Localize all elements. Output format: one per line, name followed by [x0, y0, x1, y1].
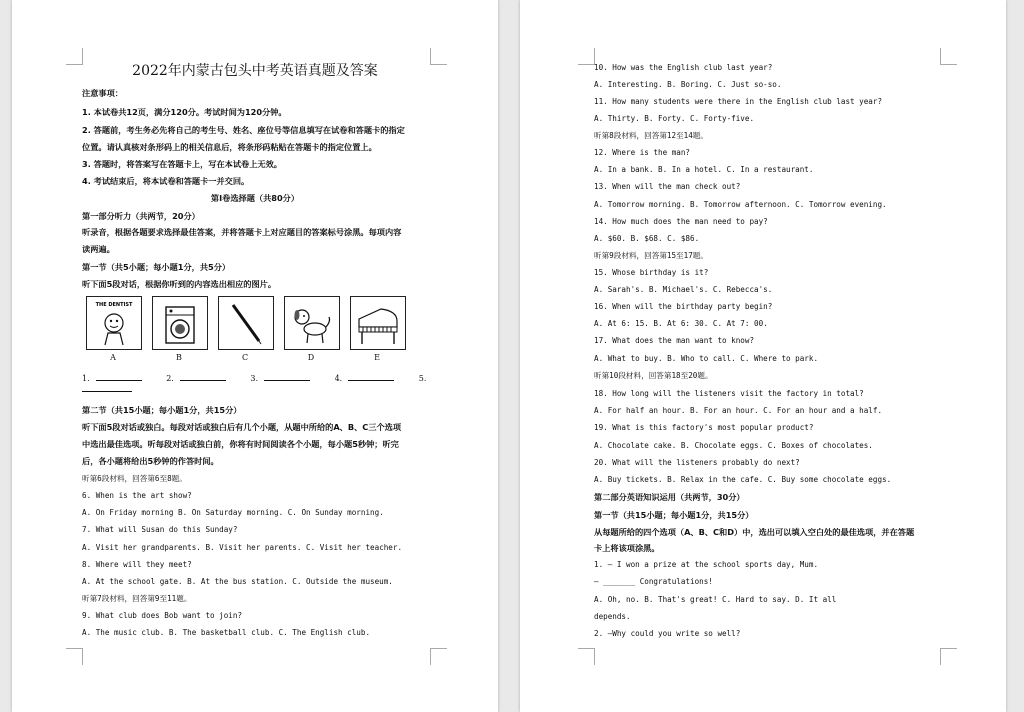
corner-mark — [940, 648, 957, 665]
question-line: 听第7段材料，回答第9至11题。 — [82, 594, 192, 603]
section2-heading: 第二节（共15小题；每小题1分，共15分） — [82, 405, 242, 415]
question-line: 6. When is the art show? — [82, 491, 192, 500]
pen-icon — [219, 297, 273, 349]
text-line: A. Buy tickets. B. Relax in the cafe. C. Buy some chocolate eggs. — [594, 475, 892, 484]
picture-b — [152, 296, 208, 350]
text-line: A. Chocolate cake. B. Chocolate eggs. C. Boxes of chocolates. — [594, 441, 873, 450]
text-line: 第一节（共15小题；每小题1分，共15分） — [594, 510, 754, 520]
dentist-icon — [87, 297, 141, 349]
corner-mark — [940, 48, 957, 65]
svg-text:THE DENTIST: THE DENTIST — [95, 302, 133, 308]
picture-label: A — [110, 353, 116, 362]
text-line: A. What to buy. B. Who to call. C. Where to park. — [594, 354, 819, 363]
note-line: 位置。请认真核对条形码上的相关信息后，将条形码粘贴在答题卡的指定位置上。 — [82, 142, 377, 152]
left-page — [12, 0, 498, 712]
text-line: A. For half an hour. B. For an hour. C. For an hour and a half. — [594, 406, 883, 415]
corner-mark — [578, 648, 595, 665]
text-line: 10. How was the English club last year? — [594, 63, 773, 72]
dog-icon — [285, 297, 339, 349]
text-line: A. In a bank. B. In a hotel. C. In a restaurant. — [594, 165, 814, 174]
text-line: 卡上将该项涂黑。 — [594, 543, 660, 553]
section1-heading: 第一节（共5小题；每小题1分，共5分） — [82, 262, 231, 272]
section1-instruction: 听下面5段对话，根据你听到的内容选出相应的图片。 — [82, 279, 277, 289]
document-title: 2022年内蒙古包头中考英语真题及答案 — [132, 63, 378, 79]
text-line: 17. What does the man want to know? — [594, 336, 755, 345]
text-line: 听第10段材料，回答第18至20题。 — [594, 371, 713, 380]
picture-label: B — [176, 353, 182, 362]
text-line: A. Thirty. B. Forty. C. Forty-five. — [594, 114, 755, 123]
picture-label: E — [374, 353, 380, 362]
option-line: A. The music club. B. The basketball club. C. The English club. — [82, 628, 371, 637]
text-line: 20. What will the listeners probably do next? — [594, 458, 800, 467]
right-page — [520, 0, 1006, 712]
corner-mark — [578, 48, 595, 65]
volume-heading: 第Ⅰ卷选择题（共80分） — [210, 193, 300, 203]
blank-number: 4. — [334, 374, 343, 383]
picture-label: D — [307, 353, 315, 362]
text-line: 15. Whose birthday is it? — [594, 268, 709, 277]
text-line: A. Sarah's. B. Michael's. C. Rebecca's. — [594, 285, 773, 294]
text-line: 听第9段材料，回答第15至17题。 — [594, 251, 708, 260]
answer-blanks — [82, 372, 426, 383]
picture-e — [350, 296, 406, 350]
text-line: 2. —Why could you write so well? — [594, 629, 741, 638]
note-line: 1. 本试卷共12页，满分120分。考试时间为120分钟。 — [82, 107, 287, 117]
question-line: 7. What will Susan do this Sunday? — [82, 525, 238, 534]
blank-number: 1. — [82, 374, 90, 383]
text-line: A. Tomorrow morning. B. Tomorrow afternoon. C. Tomorrow evening. — [594, 200, 887, 209]
picture-c — [218, 296, 274, 350]
blank-number: 2. — [166, 374, 174, 383]
corner-mark — [66, 648, 83, 665]
option-line: A. On Friday morning B. On Saturday morning. C. On Sunday morning. — [82, 508, 384, 517]
picture-a — [86, 296, 142, 350]
text-line: 14. How much does the man need to pay? — [594, 217, 768, 226]
blank-number: 3. — [250, 374, 259, 383]
section2-instruction: 听下面5段对话或独白。每段对话或独白后有几个小题，从题中所给的A、B、C三个选项 — [82, 422, 402, 432]
text-line: 13. When will the man check out? — [594, 182, 741, 191]
text-line: depends. — [594, 612, 631, 621]
part1-instruction: 读两遍。 — [82, 244, 115, 254]
question-line: 听第6段材料，回答第6至8题。 — [82, 474, 187, 483]
text-line: 11. How many students were there in the English club last year? — [594, 97, 883, 106]
text-line: A. $60. B. $68. C. $86. — [594, 234, 700, 243]
text-line: A. At 6: 15. B. At 6: 30. C. At 7: 00. — [594, 319, 768, 328]
picture-d — [284, 296, 340, 350]
text-line: 18. How long will the listeners visit the factory in total? — [594, 389, 864, 398]
text-line: — _______ Congratulations! — [594, 577, 713, 586]
note-line: 3. 答题时，将答案写在答题卡上，写在本试卷上无效。 — [82, 159, 282, 169]
question-line: 8. Where will they meet? — [82, 560, 192, 569]
option-line: A. At the school gate. B. At the bus station. C. Outside the museum. — [82, 577, 393, 586]
text-line: 从每题所给的四个选项（A、B、C和D）中，选出可以填入空白处的最佳选项，并在答题 — [594, 527, 915, 537]
blank-number: 5. — [418, 374, 427, 383]
notes-heading: 注意事项： — [82, 88, 123, 98]
answer-blank-line — [82, 391, 132, 392]
part1-heading: 第一部分听力（共两节，20分） — [82, 211, 200, 221]
section2-instruction: 后，各小题将给出5秒钟的作答时间。 — [82, 456, 219, 466]
note-line: 4. 考试结束后，将本试卷和答题卡一并交回。 — [82, 176, 250, 186]
section2-instruction: 中选出最佳选项。听每段对话或独白前，你将有时间阅读各个小题，每小题5秒钟；听完 — [82, 439, 399, 449]
text-line: 19. What is this factory's most popular product? — [594, 423, 814, 432]
text-line: 1. — I won a prize at the school sports day, Mum. — [594, 560, 819, 569]
washing-machine-icon — [153, 297, 207, 349]
question-line: 9. What club does Bob want to join? — [82, 611, 243, 620]
part1-instruction: 听录音，根据各题要求选择最佳答案，并将答题卡上对应题目的答案标号涂黑。每项内容 — [82, 227, 402, 237]
note-line: 2. 答题前，考生务必先将自己的考生号、姓名、座位号等信息填写在试卷和答题卡的指定 — [82, 125, 405, 135]
text-line: A. Interesting. B. Boring. C. Just so-so. — [594, 80, 782, 89]
piano-icon — [351, 297, 405, 349]
text-line: A. Oh, no. B. That's great! C. Hard to say. D. It all — [594, 595, 837, 604]
option-line: A. Visit her grandparents. B. Visit her parents. C. Visit her teacher. — [82, 543, 403, 552]
text-line: 12. Where is the man? — [594, 148, 691, 157]
picture-label: C — [241, 353, 249, 362]
corner-mark — [430, 648, 447, 665]
text-line: 16. When will the birthday party begin? — [594, 302, 773, 311]
text-line: 第二部分英语知识运用（共两节，30分） — [594, 492, 745, 502]
text-line: 听第8段材料，回答第12至14题。 — [594, 131, 708, 140]
